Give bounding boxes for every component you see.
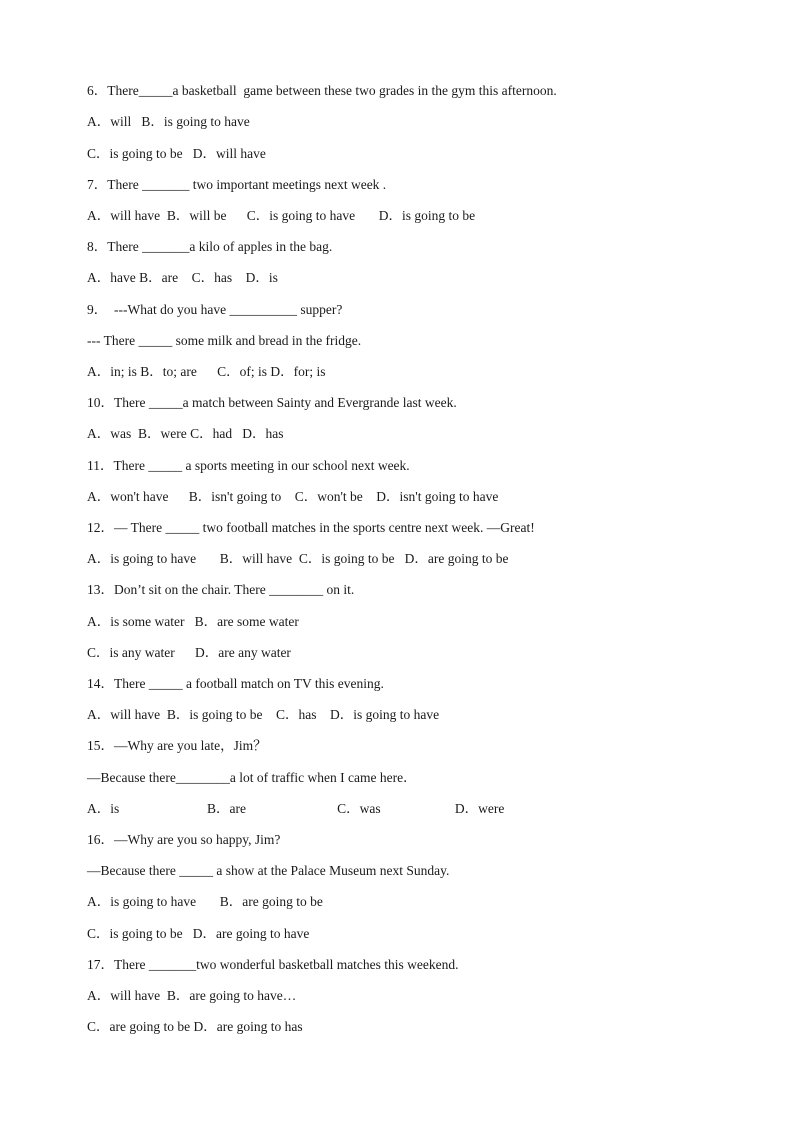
question-10: 10．There _____a match between Sainty and Evergrande last week. bbox=[87, 395, 457, 410]
question-14: 14．There _____ a football match on TV this evening. bbox=[87, 676, 384, 691]
question-17: 17．There _______two wonderful basketball matches this weekend. bbox=[87, 957, 459, 972]
question-15-options: A．is B．are C．was D．were bbox=[87, 801, 505, 816]
question-6-options-1: A．will B．is going to have bbox=[87, 114, 250, 129]
question-16-reply: —Because there _____ a show at the Palace Museum next Sunday. bbox=[87, 863, 450, 878]
question-13-options-1: A．is some water B．are some water bbox=[87, 614, 299, 629]
question-16: 16．—Why are you so happy, Jim? bbox=[87, 832, 281, 847]
question-9: 9． ---What do you have __________ supper? bbox=[87, 302, 343, 317]
question-11: 11．There _____ a sports meeting in our school next week. bbox=[87, 458, 410, 473]
question-12-options: A．is going to have B．will have C．is going to be D．are going to be bbox=[87, 551, 509, 566]
question-13: 13．Don’t sit on the chair. There ________ on it. bbox=[87, 582, 355, 597]
question-7: 7．There _______ two important meetings next week . bbox=[87, 177, 387, 192]
question-13-options-2: C．is any water D．are any water bbox=[87, 645, 291, 660]
question-12: 12．— There _____ two football matches in the sports centre next week. —Great! bbox=[87, 520, 535, 535]
question-15-reply: —Because there________a lot of traffic when I came here． bbox=[87, 770, 417, 785]
question-14-options: A．will have B．is going to be C．has D．is going to have bbox=[87, 707, 440, 722]
question-17-options-2: C．are going to be D．are going to has bbox=[87, 1019, 303, 1034]
question-15: 15．—Why are you late，Jim？ bbox=[87, 738, 267, 753]
question-17-options-1: A．will have B．are going to have… bbox=[87, 988, 297, 1003]
question-16-options-2: C．is going to be D．are going to have bbox=[87, 926, 310, 941]
question-9-options: A．in; is B．to; are C．of; is D．for; is bbox=[87, 364, 326, 379]
question-6-options-2: C．is going to be D．will have bbox=[87, 146, 266, 161]
question-10-options: A．was B．were C．had D．has bbox=[87, 426, 284, 441]
question-9-reply: --- There _____ some milk and bread in the fridge. bbox=[87, 333, 362, 348]
question-7-options: A．will have B．will be C．is going to have D．is going to be bbox=[87, 208, 476, 223]
question-8: 8．There _______a kilo of apples in the bag. bbox=[87, 239, 333, 254]
question-16-options-1: A．is going to have B．are going to be bbox=[87, 894, 323, 909]
question-11-options: A．won't have B．isn't going to C．won't be D．isn't going to have bbox=[87, 489, 499, 504]
question-8-options: A．have B．are C．has D．is bbox=[87, 270, 278, 285]
question-6: 6．There_____a basketball game between these two grades in the gym this afternoon. bbox=[87, 83, 557, 98]
